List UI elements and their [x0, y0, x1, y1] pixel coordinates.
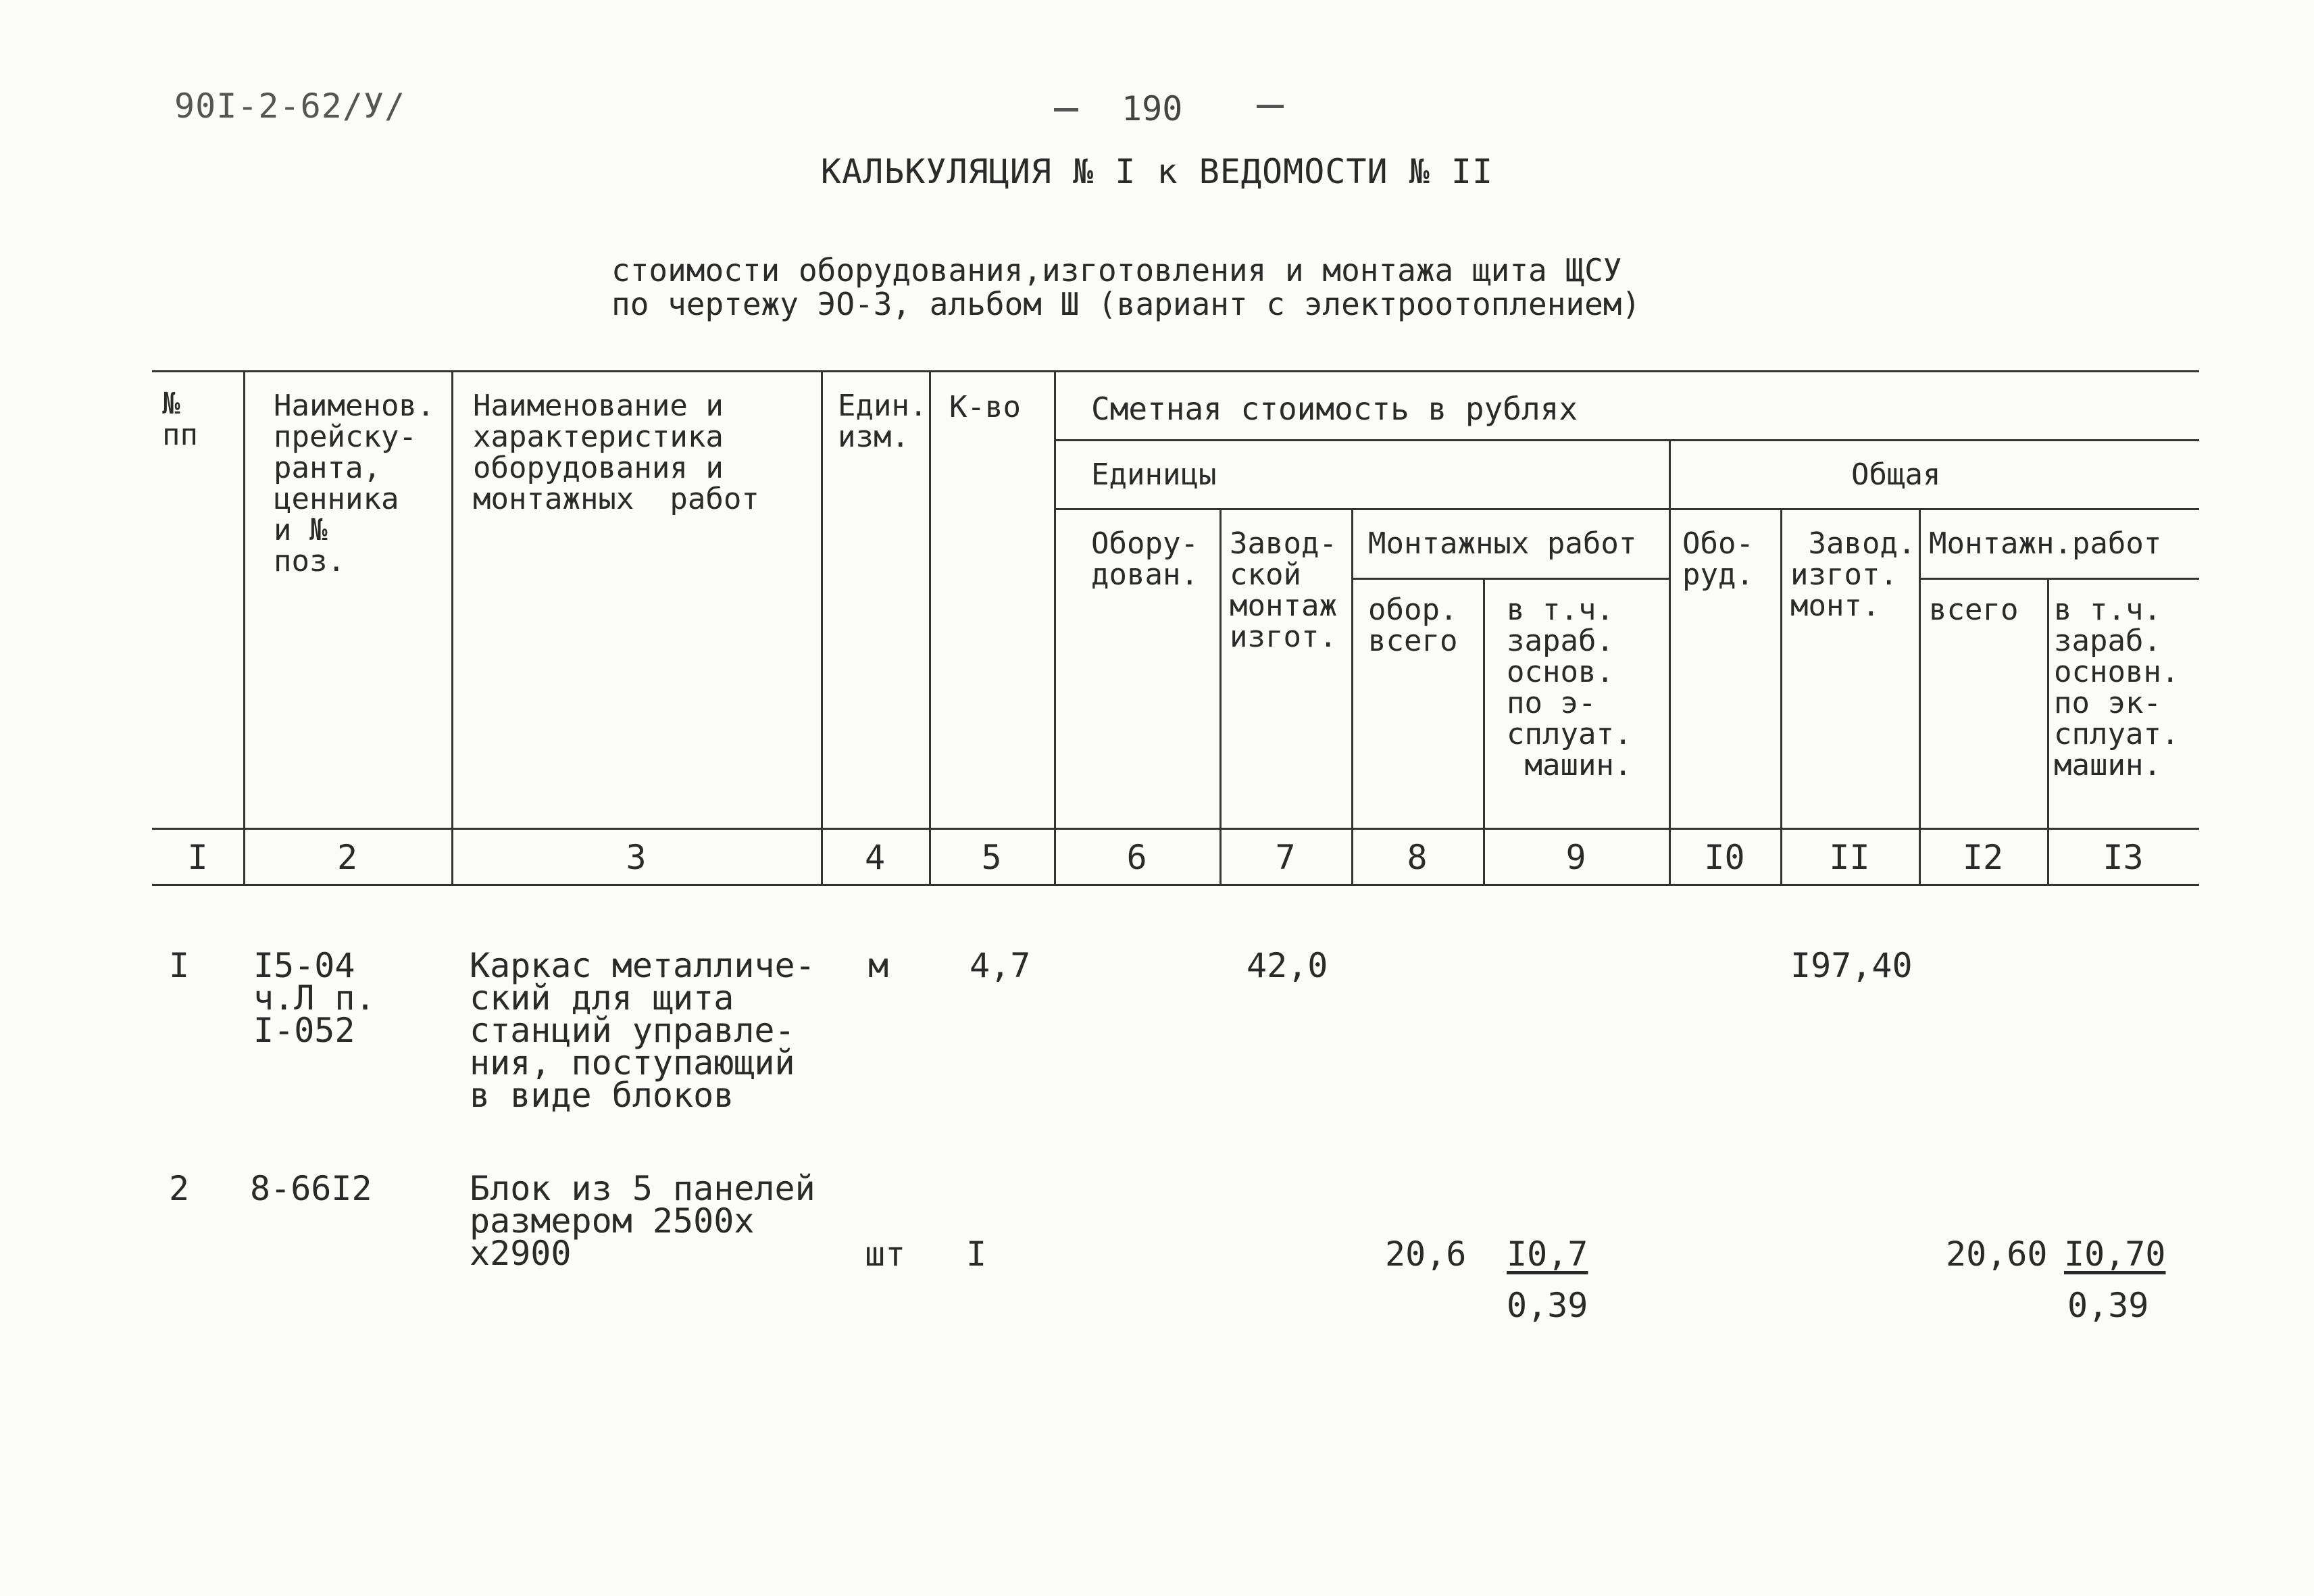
- header-col7: Завод- ской монтаж изгот.: [1230, 526, 1337, 654]
- col-divider-10: [1780, 508, 1782, 884]
- column-number: I0: [1704, 838, 1745, 877]
- header-col9: в т.ч. зараб. основ. по э- сплуат. машин.: [1507, 593, 1632, 782]
- header-col6: Обору- дован.: [1091, 526, 1199, 592]
- column-number: 4: [864, 838, 886, 877]
- column-number: II: [1829, 838, 1870, 877]
- header-group-unit: Единицы: [1091, 457, 1217, 492]
- column-number: 3: [626, 838, 647, 877]
- page-subtitle: [611, 220, 1640, 321]
- table-top-line: [152, 370, 2199, 372]
- group-unit-underline: [1054, 508, 2199, 510]
- column-number: I3: [2103, 838, 2144, 877]
- row-col8: 20,6: [1385, 1235, 1467, 1274]
- col-divider-7: [1351, 508, 1353, 884]
- row-col9-bottom: 0,39: [1507, 1286, 1588, 1325]
- col-divider-2: [451, 370, 453, 884]
- row-name: Каркас металличе- ский для щита станций управле- ния, поступающий в виде блоков: [470, 946, 815, 1115]
- header-col2: Наименов. прейску- ранта, ценника и № поз.: [274, 389, 435, 578]
- col-divider-6: [1219, 508, 1222, 884]
- row-col12: 20,60: [1946, 1235, 2048, 1274]
- row-unit: м: [868, 946, 889, 985]
- column-number: 5: [981, 838, 1002, 877]
- row-col11: I97,40: [1790, 946, 1913, 985]
- row-qty: I: [966, 1235, 987, 1274]
- header-group-total: Общая: [1851, 457, 1941, 492]
- row-code: I5-04 ч.Л п. I-052: [253, 946, 376, 1050]
- page-number-dash-left: [1054, 108, 1078, 111]
- row-col9-top: I0,7: [1507, 1235, 1588, 1274]
- row-code: 8-66I2: [250, 1169, 372, 1208]
- col-divider-4: [929, 370, 931, 884]
- row-col7: 42,0: [1247, 946, 1328, 985]
- column-number: 6: [1126, 838, 1147, 877]
- document-code: 90I-2-62/У/: [174, 86, 406, 126]
- page-title: КАЛЬКУЛЯЦИЯ № I к ВЕДОМОСТИ № II: [820, 152, 1494, 191]
- row-number: 2: [169, 1169, 190, 1208]
- col-divider-11: [1919, 508, 1921, 884]
- row-number: I: [169, 946, 190, 985]
- header-col8: обор. всего: [1368, 593, 1458, 658]
- subtitle-line-2: по чертежу ЭО-3, альбом Ш (вариант с электроотоплением): [611, 286, 1641, 322]
- column-number: 7: [1275, 838, 1296, 877]
- mont-unit-underline: [1351, 578, 1669, 580]
- header-col1: № пп: [162, 386, 198, 452]
- col-divider-5: [1054, 370, 1056, 884]
- header-col12: всего: [1929, 593, 2019, 627]
- column-number: I2: [1962, 838, 2004, 877]
- header-col13: в т.ч. зараб. основн. по эк- сплуат. машин.: [2054, 593, 2180, 782]
- row-name: Блок из 5 панелей размером 2500х х2900: [470, 1169, 815, 1273]
- row-col13-top: I0,70: [2064, 1235, 2166, 1274]
- header-col10: Обо- руд.: [1682, 526, 1754, 592]
- header-col4: Един. изм.: [838, 389, 928, 454]
- col-divider-9: [1669, 439, 1671, 884]
- page-number: 190: [1122, 89, 1183, 128]
- header-col11: Завод. изгот. монт.: [1790, 526, 1916, 623]
- column-number: 2: [336, 838, 358, 877]
- mont-total-underline: [1919, 578, 2199, 580]
- row-qty: 4,7: [970, 946, 1031, 985]
- header-group-main: Сметная стоимость в рублях: [1091, 391, 1578, 427]
- column-number: 8: [1407, 838, 1428, 877]
- row-unit: шт: [865, 1235, 906, 1274]
- group-main-underline: [1054, 439, 2199, 441]
- col-divider-1: [243, 370, 245, 884]
- header-group-mont-total: Монтажн.работ: [1929, 526, 2162, 561]
- header-bottom-line: [152, 828, 2199, 830]
- numbers-bottom-line: [152, 884, 2199, 886]
- page-number-dash-right: [1257, 105, 1284, 108]
- header-col3: Наименование и характеристика оборудования и монтажных работ: [473, 389, 759, 516]
- subtitle-line-1: стоимости оборудования,изготовления и монтажа щита ЩСУ: [611, 252, 1622, 289]
- col-divider-3: [821, 370, 823, 884]
- header-group-mont-unit: Монтажных работ: [1368, 526, 1637, 561]
- row-col13-bottom: 0,39: [2067, 1286, 2149, 1325]
- column-number: 9: [1565, 838, 1586, 877]
- column-number: I: [187, 838, 208, 877]
- header-col5: К-во: [949, 390, 1021, 424]
